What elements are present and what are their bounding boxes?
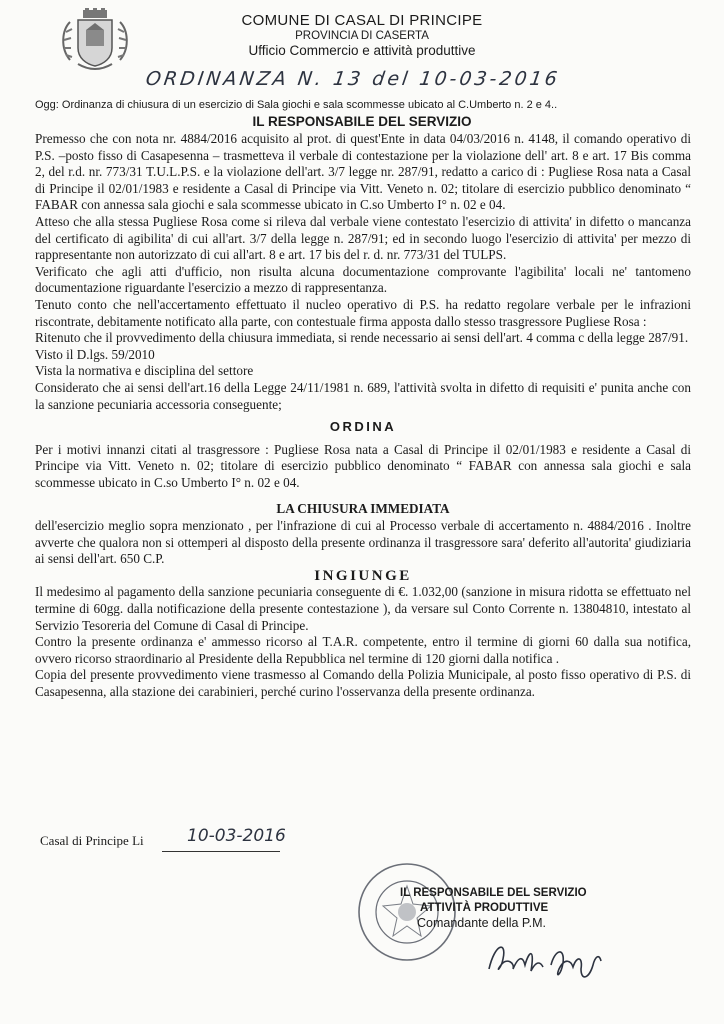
chiusura-paragraph: dell'esercizio meglio sopra menzionato , per l'infrazione di cui al Processo verbale di accertamento n. 4884/2016 . Inoltre avverte che qualora non si ottemperi al disposto della presente ordinanza il trasgressore sara' deferito all'autorita' giudiziaria ai sensi dell'art. 650 C.P.: [35, 518, 691, 567]
municipality-name: COMUNE DI CASAL DI PRINCIPE: [241, 12, 483, 29]
ordina-paragraph: Per i motivi innanzi citati al trasgressore : Pugliese Rosa nata a Casal di Principe il 02/01/1983 e residente a Casal di Principe via Vitt. Veneto n. 02; titolare di esercizio pubblico denominato “ FABAR con annessa sala giochi e sala scommesse ubicato in C.so Umberto I° n. 02 e 04.: [35, 441, 691, 490]
premesso-paragraph: Premesso che con nota nr. 4884/2016 acquisito al prot. di quest'Ente in data 04/03/2016 n. 4148, il comando operativo di P.S. –posto fisso di Casapesenna – trasmetteva il verbale di contestazione per la violazione dell' art. 8 e art. 17 Bis comma 2, del r.d. nr. 773/31 T.U.L.P.S. e la violazione dell'art. 3/7 legge nr. 287/91, redatto a carico di : Pugliese Rosa nata a Casal di Principe il 02/01/1983 e residente a Casal di Principe via Vitt. Veneto n. 02; titolare di esercizio pubblico denominato “ FABAR con annessa sala giochi e sala scommesse ubicato in C.so Umberto I° n. 02 e 04.: [35, 131, 691, 213]
considerato-paragraph: Considerato che ai sensi dell'art.16 della Legge 24/11/1981 n. 689, l'attività svolta in difetto di requisiti e' punita anche con la sanzione pecuniaria accessoria conseguente;: [35, 379, 691, 412]
handwritten-order-number: ORDINANZA N. 13 del 10-03-2016: [144, 68, 562, 90]
verificato-paragraph: Verificato che agli atti d'ufficio, non risulta alcuna documentazione comprovante l'agibilita' locali ne' tantomeno documentazione riguardante l'esercizio a mezzo di rappresentanza.: [35, 263, 691, 296]
atteso-paragraph: Atteso che alla stessa Pugliese Rosa come si rileva dal verbale viene contestato l'esercizio di attivita' in difetto o mancanza del certificato di agibilita' di cui all'art. 3/7 della legge n. 287/91; ed in secondo luogo l'esercizio di attivita' per mezzo di rappresentante non autorizzato di cui all'art. 8 e art. 17 bis del r. d. nr. 773/31 del TULPS.: [35, 213, 691, 263]
responsabile-heading: IL RESPONSABILE DEL SERVIZIO: [252, 114, 472, 129]
appeal-paragraph: Contro la presente ordinanza e' ammesso ricorso al T.A.R. competente, entro il termine di giorni 60 dalla sua notifica, ovvero ricorso straordinario al Presidente della Repubblica nel termine di 120 giorni dalla notifica .: [35, 634, 691, 666]
vista-paragraph: Vista la normativa e disciplina del settore: [35, 363, 254, 379]
copy-paragraph: Copia del presente provvedimento viene trasmesso al Comando della Polizia Municipale, al posto fisso operativo di P.S. di Casapesenna, alla stazione dei carabinieri, perché curino l'osservanza della presente ordinanza.: [35, 667, 691, 699]
subject-line: Ogg: Ordinanza di chiusura di un esercizio di Sala giochi e sala scommesse ubicato al C.Umberto n. 2 e 4..: [35, 99, 558, 111]
province-name: PROVINCIA DI CASERTA: [295, 30, 429, 42]
visto-paragraph: Visto il D.lgs. 59/2010: [35, 346, 155, 362]
place-label: Casal di Principe Li: [40, 833, 144, 848]
ordinance-body: [35, 131, 691, 701]
signature-block: [400, 886, 587, 931]
handwritten-signature-icon: [485, 935, 605, 985]
ordina-heading: ORDINA: [329, 419, 397, 435]
signer-office: IL RESPONSABILE DEL SERVIZIO: [400, 887, 587, 899]
handwritten-date: 10-03-2016: [187, 826, 286, 846]
ingiunge-heading: INGIUNGE: [314, 567, 412, 584]
date-underline: [162, 851, 280, 852]
office-name: Ufficio Commercio e attività produttive: [248, 43, 476, 58]
signer-role: Comandante della P.M.: [417, 916, 547, 930]
payment-paragraph: Il medesimo al pagamento della sanzione pecuniaria conseguente di €. 1.032,00 (sanzione in misura ridotta se effettuato nel termine di 60gg. dalla notificazione della presente contestazione ), da versare sul Conto Corrente n. 13804810, intestato al Servizio Tesoreria del Comune di Casal di Principe.: [35, 584, 691, 633]
signer-department: ATTIVITÀ PRODUTTIVE: [420, 902, 549, 914]
chiusura-heading: LA CHIUSURA IMMEDIATA: [276, 501, 450, 517]
tenuto-conto-paragraph: Tenuto conto che nell'accertamento effettuato il nucleo operativo di P.S. ha redatto regolare verbale per le infrazioni riscontrate, debitamente notificato alla parte, con contestuale firma apposta dallo stesso trasgressore Pugliese Rosa :: [35, 296, 691, 329]
ritenuto-paragraph: Ritenuto che il provvedimento della chiusura immediata, si rende necessario ai sensi dell'art. 4 comma c della legge 287/91.: [35, 330, 689, 346]
